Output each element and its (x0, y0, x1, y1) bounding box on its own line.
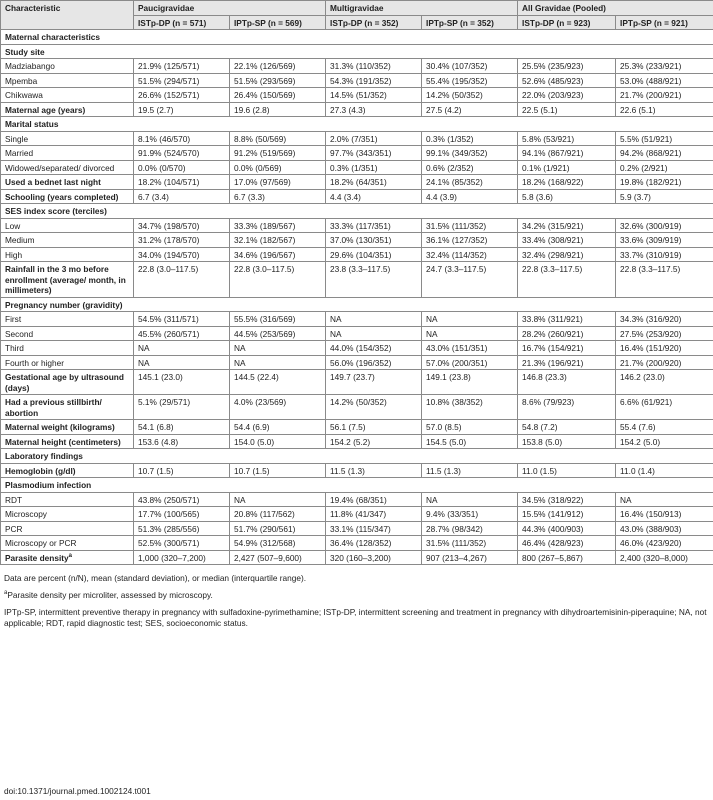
row-label-text: Had a previous stillbirth/ abortion (5, 397, 102, 418)
table-cell: 54.1 (6.8) (134, 420, 230, 435)
table-cell: 22.8 (3.3–117.5) (518, 262, 616, 298)
table-cell: 149.1 (23.8) (422, 370, 518, 395)
table-cell: 10.8% (38/352) (422, 395, 518, 420)
section-row (1, 30, 713, 45)
section-label: Laboratory findings (1, 449, 713, 464)
row-label-text: Schooling (years completed) (5, 191, 119, 202)
footnote-marker: a (4, 590, 8, 597)
table-cell: 37.0% (130/351) (326, 233, 422, 248)
table-cell: 32.6% (300/919) (616, 218, 713, 233)
row-label (1, 175, 134, 190)
row-label (1, 370, 134, 395)
table-cell: 97.7% (343/351) (326, 146, 422, 161)
table-cell: 27.3 (4.3) (326, 102, 422, 117)
table-cell: 6.7 (3.4) (134, 189, 230, 204)
table-cell: NA (230, 492, 326, 507)
table-cell: 2.0% (7/351) (326, 131, 422, 146)
group-header-all-gravidae: All Gravidae (Pooled) (518, 1, 713, 16)
row-label (1, 247, 134, 262)
row-label-text: Second (5, 328, 34, 339)
table-row (1, 312, 713, 327)
table-cell: 44.5% (253/569) (230, 326, 326, 341)
table-cell: 5.8 (3.6) (518, 189, 616, 204)
table-cell: 5.1% (29/571) (134, 395, 230, 420)
table-cell: 16.7% (154/921) (518, 341, 616, 356)
section-label: Maternal characteristics (1, 30, 713, 45)
table-cell: 4.0% (23/569) (230, 395, 326, 420)
row-label-text: Chikwawa (5, 90, 43, 100)
row-label-text: Madziabango (5, 61, 55, 71)
table-cell: 91.9% (524/570) (134, 146, 230, 161)
table-cell: 0.2% (2/921) (616, 160, 713, 175)
section-row (1, 204, 713, 219)
table-cell: 54.9% (312/568) (230, 536, 326, 551)
table-cell: 34.2% (315/921) (518, 218, 616, 233)
section-row (1, 449, 713, 464)
table-cell: 57.0 (8.5) (422, 420, 518, 435)
table-row (1, 189, 713, 204)
table-row (1, 73, 713, 88)
table-row (1, 355, 713, 370)
table-cell: 31.3% (110/352) (326, 59, 422, 74)
table-cell: 17.0% (97/569) (230, 175, 326, 190)
row-label (1, 312, 134, 327)
table-cell: 19.8% (182/921) (616, 175, 713, 190)
table-cell: 99.1% (349/352) (422, 146, 518, 161)
table-cell: 30.4% (107/352) (422, 59, 518, 74)
row-label-text: High (5, 249, 23, 260)
table-cell: 18.2% (64/351) (326, 175, 422, 190)
table-cell: 26.4% (150/569) (230, 88, 326, 103)
row-label-text: Widowed/separated/ divorced (5, 162, 115, 173)
table-cell: 4.4 (3.9) (422, 189, 518, 204)
row-label-text: Used a bednet last night (5, 177, 101, 187)
table-cell: 22.6 (5.1) (616, 102, 713, 117)
row-label-text: Married (5, 148, 34, 158)
row-label-text: Mpemba (5, 75, 38, 86)
table-cell: 34.0% (194/570) (134, 247, 230, 262)
table-cell: 14.2% (50/352) (422, 88, 518, 103)
row-label (1, 73, 134, 88)
row-label (1, 131, 134, 146)
column-header: ISTp-DP (n = 571) (134, 15, 230, 30)
table-cell: 154.0 (5.0) (230, 434, 326, 449)
table-cell: 27.5 (4.2) (422, 102, 518, 117)
row-label (1, 233, 134, 248)
row-label (1, 536, 134, 551)
characteristic-header: Characteristic (1, 1, 134, 30)
section-label: SES index score (terciles) (1, 204, 713, 219)
table-cell: 15.5% (141/912) (518, 507, 616, 522)
section-row (1, 478, 713, 493)
table-row (1, 492, 713, 507)
row-label (1, 395, 134, 420)
table-cell: 36.4% (128/352) (326, 536, 422, 551)
table-row (1, 146, 713, 161)
table-cell: 0.0% (0/569) (230, 160, 326, 175)
row-label (1, 420, 134, 435)
table-cell: 31.5% (111/352) (422, 218, 518, 233)
table-row (1, 370, 713, 395)
table-row (1, 262, 713, 298)
table-cell: 33.7% (310/919) (616, 247, 713, 262)
table-cell: 146.2 (23.0) (616, 370, 713, 395)
table-cell: 44.0% (154/352) (326, 341, 422, 356)
table-cell: 8.8% (50/569) (230, 131, 326, 146)
table-cell: 43.8% (250/571) (134, 492, 230, 507)
table-cell: 36.1% (127/352) (422, 233, 518, 248)
table-cell: 11.8% (41/347) (326, 507, 422, 522)
row-label-text: Hemoglobin (g/dl) (5, 465, 76, 476)
table-cell: 0.3% (1/352) (422, 131, 518, 146)
table-row (1, 218, 713, 233)
table-cell: 33.3% (117/351) (326, 218, 422, 233)
row-label (1, 341, 134, 356)
row-label (1, 189, 134, 204)
table-cell: 22.0% (203/923) (518, 88, 616, 103)
row-label-text: Maternal height (centimeters) (5, 436, 121, 447)
table-row (1, 160, 713, 175)
table-cell: 54.8 (7.2) (518, 420, 616, 435)
table-cell: 53.0% (488/921) (616, 73, 713, 88)
row-label-text: Rainfall in the 3 mo before enrollment (average/ month, in millimeters) (5, 264, 126, 295)
table-row (1, 550, 713, 565)
table-row (1, 175, 713, 190)
row-label-text: RDT (5, 494, 23, 505)
table-cell: 800 (267–5,867) (518, 550, 616, 565)
table-cell: NA (326, 326, 422, 341)
table-row (1, 247, 713, 262)
table-cell: 55.4% (195/352) (422, 73, 518, 88)
table-cell: 16.4% (150/913) (616, 507, 713, 522)
table-cell: 33.3% (189/567) (230, 218, 326, 233)
row-label-text: First (5, 314, 22, 324)
table-row (1, 88, 713, 103)
row-label (1, 102, 134, 117)
table-cell: 91.2% (519/569) (230, 146, 326, 161)
row-label (1, 326, 134, 341)
column-header: IPTp-SP (n = 569) (230, 15, 326, 30)
table-cell: NA (616, 492, 713, 507)
section-row (1, 297, 713, 312)
table-cell: 22.8 (3.0–117.5) (230, 262, 326, 298)
section-label: Study site (1, 44, 713, 59)
table-cell: 52.5% (300/571) (134, 536, 230, 551)
footnote-abbreviations: IPTp-SP, intermittent preventive therapy in pregnancy with sulfadoxine-pyrimethamine; ISTp-DP, intermittent screening and treatment in pregnancy with dihydroartemisinin-piperaquine; NA, not applicable; RDT, rapid diagnostic test; SES, socioeconomic status. (4, 607, 707, 628)
table-cell: 0.3% (1/351) (326, 160, 422, 175)
row-label-text: Maternal weight (kilograms) (5, 422, 115, 432)
table-cell: 31.5% (111/352) (422, 536, 518, 551)
table-cell: NA (326, 312, 422, 327)
table-cell: 19.5 (2.7) (134, 102, 230, 117)
group-header-multigravidae: Multigravidae (326, 1, 518, 16)
table-cell: 34.6% (196/567) (230, 247, 326, 262)
table-cell: 44.3% (400/903) (518, 521, 616, 536)
table-cell: 57.0% (200/351) (422, 355, 518, 370)
row-label (1, 59, 134, 74)
table-row (1, 536, 713, 551)
row-label (1, 550, 134, 565)
row-label (1, 88, 134, 103)
table-cell: 16.4% (151/920) (616, 341, 713, 356)
table-cell: 8.6% (79/923) (518, 395, 616, 420)
table-cell: 11.5 (1.3) (422, 463, 518, 478)
table-row (1, 434, 713, 449)
table-row (1, 420, 713, 435)
row-label-text: Microscopy or PCR (5, 538, 77, 548)
table-cell: 5.5% (51/921) (616, 131, 713, 146)
table-row (1, 341, 713, 356)
table-cell: 22.8 (3.3–117.5) (616, 262, 713, 298)
column-header: ISTp-DP (n = 352) (326, 15, 422, 30)
table-cell: 28.2% (260/921) (518, 326, 616, 341)
table-cell: 21.7% (200/921) (616, 88, 713, 103)
table-cell: 146.8 (23.3) (518, 370, 616, 395)
row-label (1, 160, 134, 175)
table-cell: 24.7 (3.3–117.5) (422, 262, 518, 298)
table-cell: 153.8 (5.0) (518, 434, 616, 449)
table-cell: 23.8 (3.3–117.5) (326, 262, 422, 298)
table-cell: 33.6% (309/919) (616, 233, 713, 248)
row-label (1, 355, 134, 370)
table-cell: 22.1% (126/569) (230, 59, 326, 74)
table-cell: 14.5% (51/352) (326, 88, 422, 103)
table-cell: 28.7% (98/342) (422, 521, 518, 536)
table-cell: 51.7% (290/561) (230, 521, 326, 536)
table-cell: 907 (213–4,267) (422, 550, 518, 565)
table-cell: 320 (160–3,200) (326, 550, 422, 565)
table-cell: 33.8% (311/921) (518, 312, 616, 327)
table-cell: 11.5 (1.3) (326, 463, 422, 478)
table-cell: 45.5% (260/571) (134, 326, 230, 341)
table-cell: 0.1% (1/921) (518, 160, 616, 175)
table-cell: 32.4% (298/921) (518, 247, 616, 262)
table-cell: NA (230, 341, 326, 356)
table-row (1, 102, 713, 117)
table-cell: 10.7 (1.5) (134, 463, 230, 478)
row-label-text: Low (5, 220, 21, 231)
table-cell: 55.5% (316/569) (230, 312, 326, 327)
table-cell: 25.3% (233/921) (616, 59, 713, 74)
table-cell: 4.4 (3.4) (326, 189, 422, 204)
doi-text: doi:10.1371/journal.pmed.1002124.t001 (4, 786, 151, 796)
table-row (1, 131, 713, 146)
row-label (1, 146, 134, 161)
table-cell: 5.9 (3.7) (616, 189, 713, 204)
table-cell: 24.1% (85/352) (422, 175, 518, 190)
table-row (1, 507, 713, 522)
footnote-a-text: Parasite density per microliter, assessed by microscopy. (7, 590, 213, 600)
section-row (1, 117, 713, 132)
table-cell: 33.4% (308/921) (518, 233, 616, 248)
table-cell: 154.2 (5.0) (616, 434, 713, 449)
table-cell: 54.4 (6.9) (230, 420, 326, 435)
table-row (1, 233, 713, 248)
section-row (1, 44, 713, 59)
column-header: IPTp-SP (n = 352) (422, 15, 518, 30)
table-cell: 153.6 (4.8) (134, 434, 230, 449)
table-cell: 21.3% (196/921) (518, 355, 616, 370)
section-label: Marital status (1, 117, 713, 132)
row-label (1, 521, 134, 536)
row-label (1, 262, 134, 298)
table-cell: 22.5 (5.1) (518, 102, 616, 117)
table-cell: 21.9% (125/571) (134, 59, 230, 74)
row-label (1, 463, 134, 478)
table-cell: 149.7 (23.7) (326, 370, 422, 395)
table-cell: 34.7% (198/570) (134, 218, 230, 233)
row-label-text: Third (5, 343, 24, 353)
section-label: Pregnancy number (gravidity) (1, 297, 713, 312)
table-cell: 1,000 (320–7,200) (134, 550, 230, 565)
table-cell: NA (230, 355, 326, 370)
row-label-text: Gestational age by ultrasound (days) (5, 372, 124, 393)
table-cell: 56.0% (196/352) (326, 355, 422, 370)
table-cell: 5.8% (53/921) (518, 131, 616, 146)
table-cell: 6.7 (3.3) (230, 189, 326, 204)
table-cell: 25.5% (235/923) (518, 59, 616, 74)
table-cell: 9.4% (33/351) (422, 507, 518, 522)
table-cell: 19.4% (68/351) (326, 492, 422, 507)
table-cell: 8.1% (46/570) (134, 131, 230, 146)
table-cell: 154.5 (5.0) (422, 434, 518, 449)
table-cell: 14.2% (50/352) (326, 395, 422, 420)
table-cell: NA (422, 312, 518, 327)
table-cell: 0.6% (2/352) (422, 160, 518, 175)
table-cell: 46.4% (428/923) (518, 536, 616, 551)
table-cell: 11.0 (1.5) (518, 463, 616, 478)
table-cell: 10.7 (1.5) (230, 463, 326, 478)
table-cell: NA (134, 355, 230, 370)
table-cell: 34.5% (318/922) (518, 492, 616, 507)
row-label-text: Parasite density (5, 552, 69, 563)
table-cell: 2,400 (320–8,000) (616, 550, 713, 565)
table-cell: 54.5% (311/571) (134, 312, 230, 327)
table-cell: 51.3% (285/556) (134, 521, 230, 536)
group-header-row (1, 1, 713, 16)
section-label: Plasmodium infection (1, 478, 713, 493)
column-header: ISTp-DP (n = 923) (518, 15, 616, 30)
table-cell: 144.5 (22.4) (230, 370, 326, 395)
table-cell: 43.0% (151/351) (422, 341, 518, 356)
table-cell: 31.2% (178/570) (134, 233, 230, 248)
table-cell: 34.3% (316/920) (616, 312, 713, 327)
table-cell: 0.0% (0/570) (134, 160, 230, 175)
table-row (1, 463, 713, 478)
table-cell: 94.1% (867/921) (518, 146, 616, 161)
row-label-text: Medium (5, 235, 35, 245)
table-cell: 21.7% (200/920) (616, 355, 713, 370)
table-cell: 43.0% (388/903) (616, 521, 713, 536)
row-label (1, 492, 134, 507)
table-row (1, 521, 713, 536)
footnote-marker: a (68, 552, 72, 559)
table-row (1, 59, 713, 74)
table-cell: 33.1% (115/347) (326, 521, 422, 536)
table-footnotes (4, 573, 709, 635)
group-header-paucigravidae: Paucigravidae (134, 1, 326, 16)
row-label-text: Fourth or higher (5, 357, 65, 368)
footnote-a (4, 590, 709, 601)
table-cell: 17.7% (100/565) (134, 507, 230, 522)
row-label-text: Microscopy (5, 509, 47, 519)
footnote-legend: Data are percent (n/N), mean (standard deviation), or median (interquartile range). (4, 573, 307, 583)
table-cell: 154.2 (5.2) (326, 434, 422, 449)
table-cell: 6.6% (61/921) (616, 395, 713, 420)
table-cell: NA (134, 341, 230, 356)
table-cell: 46.0% (423/920) (616, 536, 713, 551)
table-cell: 18.2% (104/571) (134, 175, 230, 190)
table-cell: 56.1 (7.5) (326, 420, 422, 435)
table-cell: 22.8 (3.0–117.5) (134, 262, 230, 298)
row-label-text: PCR (5, 523, 23, 534)
table-cell: 145.1 (23.0) (134, 370, 230, 395)
row-label (1, 507, 134, 522)
table-cell: 27.5% (253/920) (616, 326, 713, 341)
table-cell: NA (422, 326, 518, 341)
table-cell: 51.5% (294/571) (134, 73, 230, 88)
table-cell: 19.6 (2.8) (230, 102, 326, 117)
table-cell: 11.0 (1.4) (616, 463, 713, 478)
table-cell: 32.1% (182/567) (230, 233, 326, 248)
table-cell: 94.2% (868/921) (616, 146, 713, 161)
table-cell: 2,427 (507–9,600) (230, 550, 326, 565)
row-label-text: Maternal age (years) (5, 104, 86, 115)
table-cell: 52.6% (485/923) (518, 73, 616, 88)
table-cell: 20.8% (117/562) (230, 507, 326, 522)
table-row (1, 326, 713, 341)
row-label (1, 218, 134, 233)
table-cell: 26.6% (152/571) (134, 88, 230, 103)
table-cell: 18.2% (168/922) (518, 175, 616, 190)
table-cell: 29.6% (104/351) (326, 247, 422, 262)
row-label (1, 434, 134, 449)
column-header: IPTp-SP (n = 921) (616, 15, 713, 30)
table-cell: NA (422, 492, 518, 507)
table-cell: 51.5% (293/569) (230, 73, 326, 88)
table-cell: 32.4% (114/352) (422, 247, 518, 262)
row-label-text: Single (5, 133, 29, 144)
table-cell: 54.3% (191/352) (326, 73, 422, 88)
table-cell: 55.4 (7.6) (616, 420, 713, 435)
table-row (1, 395, 713, 420)
